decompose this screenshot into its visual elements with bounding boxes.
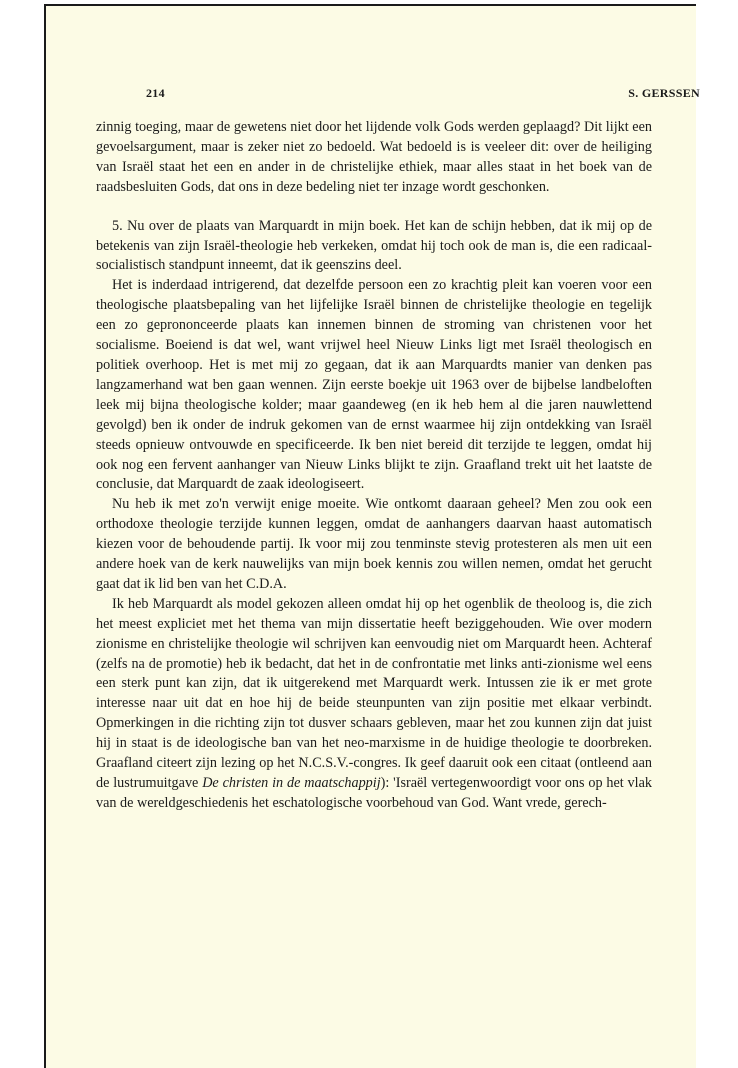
running-head: S. GERSSEN bbox=[628, 86, 700, 100]
paragraph-section-5: 5. Nu over de plaats van Marquardt in mijn boek. Het kan de schijn hebben, dat ik mij op de betekenis van zijn Israël-theologie heb verkeken, omdat hij toch ook de man is, die een radicaal-socialistisch standpunt inneemt, dat ik geenszins deel. bbox=[96, 217, 652, 274]
paragraph-text: Ik heb Marquardt als model gekozen alleen omdat hij op het ogenblik de theoloog is, die zich het meest expliciet met het thema van mijn dissertatie heeft beziggehouden. Wie over modern zionisme en christelijke theologie wil schrijven kan eenvoudig niet om Marquardt heen. Achteraf (zelfs na de promotie) heb ik bedacht, dat het in de confrontatie met links anti-zionisme wel eens een sterk punt kan zijn, dat ik uitgerekend met Marquardt werk. Intussen zie ik er met grote interesse naar uit dat en hoe hij de beide steunpunten van zijn positie met elkaar verbindt. Opmerkingen in die richting zijn tot dusver schaars gebleven, maar het zou kunnen zijn dat juist hij in staat is de ideologische ban van het neo-marxisme in de huidige theologie te doorbreken. Graafland citeert zijn lezing op het N.C.S.V.-congres. Ik geef daaruit ook een citaat (ontleend aan de lustrumuitgave bbox=[96, 595, 652, 791]
page-header bbox=[146, 86, 700, 101]
paragraph-continuation: zinnig toeging, maar de gewetens niet door het lijdende volk Gods werden geplaagd? Dit lijkt een gevoelsargument, maar is zeker niet zo bedoeld. Wat bedoeld is is veeleer dit: over de heiliging van Israël staat het een en ander in de christelijke ethiek, maar alles staat in het boek van de raadsbesluiten Gods, dat ons in deze bedeling niet ter inzage wordt geschonken. bbox=[96, 119, 652, 195]
paragraph: Nu heb ik met zo'n verwijt enige moeite. Wie ontkomt daaraan geheel? Men zou ook een orthodoxe theologie terzijde kunnen leggen, omdat de aanhangers daarvan haast automatisch kiezen voor de behoudende partij. Ik voor mij zou tenminste stevig protesteren als men uit een andere hoek van de kerk nauwelijks van mijn boek kennis zou willen nemen, omdat het gerucht gaat dat ik lid ben van het C.D.A. bbox=[96, 496, 652, 592]
paragraph-text: ): 'Israël vertegenwoordigt voor ons op het vlak van de wereldgeschiedenis het eschatologische voorbehoud van God. Want vrede, gerech- bbox=[96, 775, 652, 811]
page-number: 214 bbox=[146, 86, 165, 100]
paragraph: Het is inderdaad intrigerend, dat dezelfde persoon een zo krachtig pleit kan voeren voor een theologische plaatsbepaling van het lijfelijke Israël binnen de christelijke theologie en tegelijk een zo geprononceerde plaats kan innemen binnen de stroming van christenen voor het socialisme. Boeiend is dat wel, want vrijwel heel Nieuw Links ligt met Israël theologisch en politiek overhoop. Het is met mij zo gegaan, dat ik aan Marquardts manier van denken pas langzamerhand wat ben gaan wennen. Zijn eerste boekje uit 1963 over de bijbelse landbeloften leek mij bijna theologische kolder; maar gaandeweg (en ik heb hem al die jaren nauwlettend gevolgd) ben ik onder de indruk gekomen van de ernst waarmee hij zijn ontdekking van Israël steeds opnieuw ontvouwde en specificeerde. Ik ben niet bereid dit terzijde te leggen, omdat hij ook nog een fervent aanhanger van Nieuw Links blijkt te zijn. Graafland trekt uit het laatste de conclusie, dat Marquardt de zaak ideologiseert. bbox=[96, 277, 652, 493]
body-text bbox=[96, 118, 652, 814]
paragraph-with-citation bbox=[96, 595, 652, 814]
publication-title: De christen in de maatschappij bbox=[202, 775, 381, 791]
